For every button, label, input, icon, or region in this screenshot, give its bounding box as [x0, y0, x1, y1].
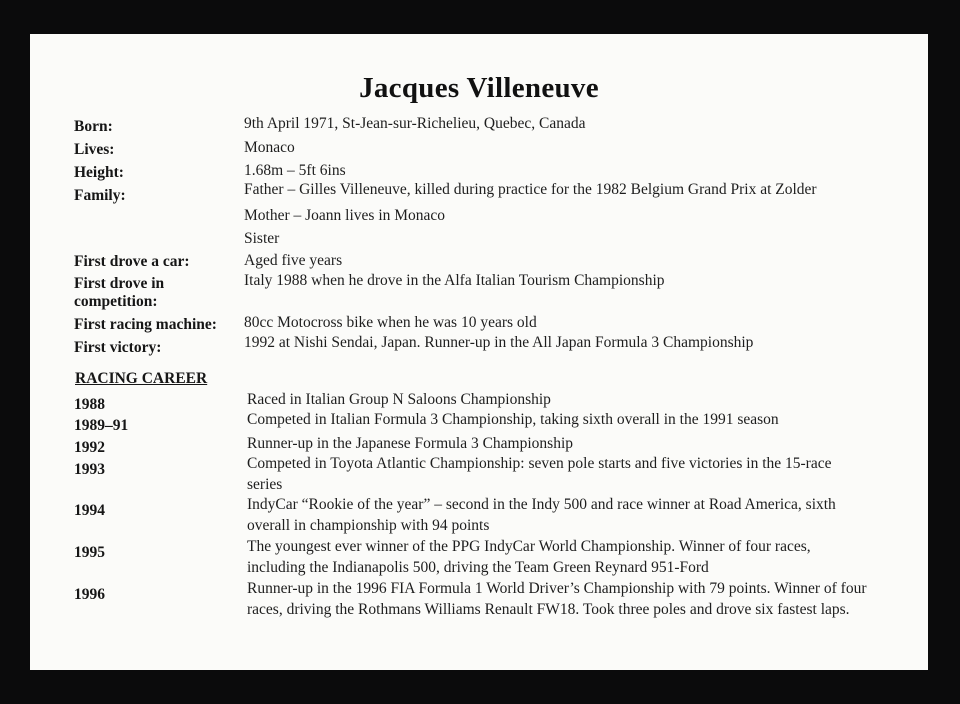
- career-text: Competed in Italian Formula 3 Championship, taking sixth overall in the 1991 season: [247, 411, 779, 428]
- label-first-drove-car: First drove a car:: [74, 253, 190, 270]
- value-first-racing-machine: 80cc Motocross bike when he was 10 years old: [244, 314, 537, 331]
- value-first-victory: 1992 at Nishi Sendai, Japan. Runner-up in the All Japan Formula 3 Championship: [244, 334, 754, 351]
- page-title: Jacques Villeneuve: [359, 72, 599, 104]
- label-first-victory: First victory:: [74, 339, 162, 356]
- label-born: Born:: [74, 118, 113, 135]
- label-family: Family:: [74, 187, 126, 204]
- career-year: 1992: [74, 439, 105, 456]
- value-born: 9th April 1971, St-Jean-sur-Richelieu, Quebec, Canada: [244, 115, 586, 132]
- value-family-sister: Sister: [244, 230, 280, 247]
- value-lives: Monaco: [244, 139, 295, 156]
- career-text: Runner-up in the Japanese Formula 3 Championship: [247, 435, 573, 452]
- career-year: 1996: [74, 586, 105, 603]
- career-text: IndyCar “Rookie of the year” – second in the Indy 500 and race winner at Road America, sixth overall in championship with 94 points: [247, 496, 836, 534]
- career-text: Raced in Italian Group N Saloons Championship: [247, 391, 551, 408]
- racing-career-heading: RACING CAREER: [75, 370, 208, 387]
- profile-card: [30, 34, 928, 670]
- value-first-drove-competition: Italy 1988 when he drove in the Alfa Italian Tourism Championship: [244, 272, 665, 289]
- career-year: 1993: [74, 461, 105, 478]
- career-year: 1994: [74, 502, 105, 519]
- value-first-drove-car: Aged five years: [244, 252, 343, 269]
- career-year: 1988: [74, 396, 105, 413]
- career-text: Competed in Toyota Atlantic Championship: seven pole starts and five victories in the 15-race series: [247, 455, 832, 493]
- label-lives: Lives:: [74, 141, 115, 158]
- value-family-mother: Mother – Joann lives in Monaco: [244, 207, 446, 224]
- label-first-drove-competition: First drove in competition:: [74, 275, 165, 310]
- value-family-father: Father – Gilles Villeneuve, killed during practice for the 1982 Belgium Grand Prix at Zolder: [244, 181, 817, 198]
- career-year: 1989–91: [74, 417, 129, 434]
- career-text: Runner-up in the 1996 FIA Formula 1 World Driver’s Championship with 79 points. Winner of four races, driving the Rothmans Williams Renault FW18. Took three poles and drove six fastest laps.: [247, 580, 867, 618]
- value-height: 1.68m – 5ft 6ins: [244, 162, 346, 179]
- label-first-racing-machine: First racing machine:: [74, 316, 217, 333]
- career-text: The youngest ever winner of the PPG IndyCar World Championship. Winner of four races, including the Indianapolis 500, driving the Team Green Reynard 951-Ford: [247, 538, 811, 576]
- career-year: 1995: [74, 544, 105, 561]
- label-height: Height:: [74, 164, 124, 181]
